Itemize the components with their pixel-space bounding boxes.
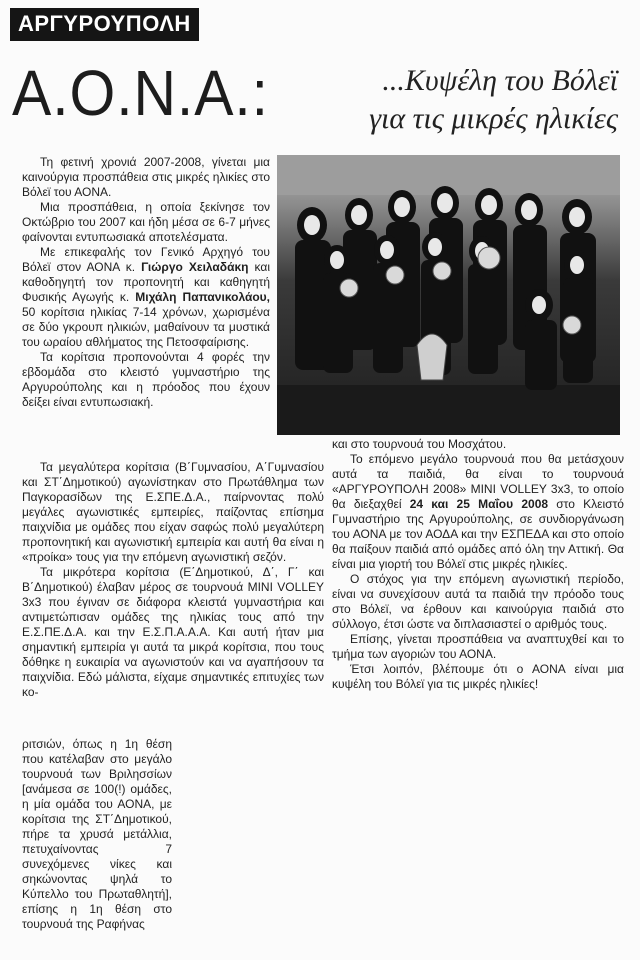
paragraph: Επίσης, γίνεται προσπάθεια να αναπτυχθεί και το τμήμα των αγοριών του ΑΟΝΑ. — [332, 632, 624, 661]
paragraph: Τα μικρότερα κορίτσια (Ε΄Δημοτικού, Δ΄, Γ΄ και Β΄Δημοτικού) έλαβαν μέρος σε τουρνουά MINI VOLLEY 3x3 που έγιναν σε διάφορα κλειστά γυμναστήρια και αντιμετώπισαν ομάδες της ηλικίας τους από την Ε.Σ.ΠΕ.Δ.Α. και την Ε.Σ.Π.Α.Α.Α. Και αυτή ήταν μια σημαντική εμπειρία γι αυτά τα μικρά κορίτσια, που τους δόθηκε η ευκαιρία να αγωνιστούν και να αγαπήσουν τα παιχνίδια. Εδώ μάλιστα, είχαμε σημαντικές επιτυχίες των κο- — [22, 565, 324, 699]
team-photo — [277, 155, 620, 435]
article-column-wide — [22, 460, 324, 700]
article-column-left — [22, 155, 270, 410]
section-tag: ΑΡΓΥΡΟΥΠΟΛΗ — [10, 8, 199, 41]
paragraph: Τα κορίτσια προπονούνται 4 φορές την εβδομάδα στο κλειστό γυμναστήριο της Αργυρούπολης και η πρόοδος που έχουν δείξει είναι εντυπωσιακή. — [22, 350, 270, 409]
paragraph-continued: ριτσιών, όπως η 1η θέση που κατέλαβαν στο μεγάλο τουρνουά των Βριλησσίων [ανάμεσα σε 100(!) ομάδες, η μία ομάδα του ΑΟΝΑ, με κορίτσια της ΣΤ΄Δημοτικού, πήρε τα χρυσά μετάλλια, πετυχαίνοντας 7 συνεχόμενες νίκες και σηκώνοντας ψηλά το Κύπελλο του Πρωταθλητή], επίσης η 1η θέση στο τουρνουά της Ραφήνας — [22, 737, 172, 931]
headline-title: Α.Ο.Ν.Α.: — [12, 57, 269, 129]
subtitle-line-2: για τις μικρές ηλικίες — [369, 102, 618, 135]
paragraph: Μια προσπάθεια, η οποία ξεκίνησε τον Οκτώβριο του 2007 και ήδη μέσα σε 6-7 μήνες φαίνονται εντυπωσιακά αποτελέσματα. — [22, 200, 270, 244]
subtitle-line-1: ...Κυψέλη του Βόλεϊ — [382, 64, 618, 97]
paragraph: Τη φετινή χρονιά 2007-2008, γίνεται μια καινούργια προσπάθεια στις μικρές ηλικίες στο Βόλεϊ του ΑΟΝΑ. — [22, 155, 270, 199]
headline-subtitle — [369, 62, 618, 138]
team-photo-figures — [277, 155, 620, 435]
article-column-right — [332, 437, 624, 692]
paragraph: Με επικεφαλής τον Γενικό Αρχηγό του Βόλεϊ στον ΑΟΝΑ κ. Γιώργο Χειλαδάκη και καθοδηγητή τον προπονητή και καθηγητή Φυσικής Αγωγής κ. Μιχάλη Παπανικολάου, 50 κορίτσια ηλικίας 7-14 χρόνων, χωρισμένα σε δύο γκρουπ ηλικιών, μαθαίνουν τα μυστικά του ωραίου αθλήματος της Πετοσφαίρισης. — [22, 245, 270, 349]
paragraph: και στο τουρνουά του Μοσχάτου. — [332, 437, 507, 451]
article-column-narrow — [22, 737, 172, 932]
trainer-name: Μιχάλη Παπανικολάου, — [135, 290, 270, 304]
coach-name: Γιώργο Χειλαδάκη — [141, 260, 249, 274]
paragraph: Το επόμενο μεγάλο τουρνουά που θα μετάσχουν αυτά τα παιδιά, θα είναι το τουρνουά «ΑΡΓΥΡΟΥΠΟΛΗ 2008» MINI VOLLEY 3x3, το οποίο θα διεξαχθεί 24 και 25 Μαΐου 2008 στο Κλειστό Γυμναστήριο της Αργυρούπολης, σε συνδιοργάνωση του ΑΟΝΑ με τον ΑΟΔΑ και την ΕΣΠΕΔΑ και στο οποίο θα παίξουν παιδιά από ομάδες από όλη την Αττική. Θα είναι μια γιορτή του Βόλεϊ στις μικρές ηλικίες. — [332, 452, 624, 571]
tournament-dates: 24 και 25 Μαΐου 2008 — [409, 497, 549, 511]
paragraph: Ο στόχος για την επόμενη αγωνιστική περίοδο, είναι να συνεχίσουν αυτά τα παιδιά την πρόοδο τους στο Βόλεϊ, να έρθουν και καινούργια παιδιά στο σύλλογο, έτσι ώστε να διπλασιαστεί ο αριθμός τους. — [332, 572, 624, 631]
paragraph: Έτσι λοιπόν, βλέπουμε ότι ο ΑΟΝΑ είναι μια κυψέλη του Βόλεϊ για τις μικρές ηλικίες! — [332, 662, 624, 691]
paragraph: Τα μεγαλύτερα κορίτσια (Β΄Γυμνασίου, Α΄Γυμνασίου και ΣΤ΄Δημοτικού) αγωνίστηκαν στο Πρωτάθλημα των Παγκορασίδων της Ε.ΣΠΕ.Δ.Α., παίρνοντας πολύ μεγάλες αγωνιστικές εμπειρίες, παίζοντας επίσημα παιχνίδια με ομάδες που είχαν σαφώς πολύ μεγαλύτερη προπονητική και αγωνιστική εμπειρία και αυτή θα είναι η «προίκα» τους για την επόμενη αγωνιστική σεζόν. — [22, 460, 324, 564]
